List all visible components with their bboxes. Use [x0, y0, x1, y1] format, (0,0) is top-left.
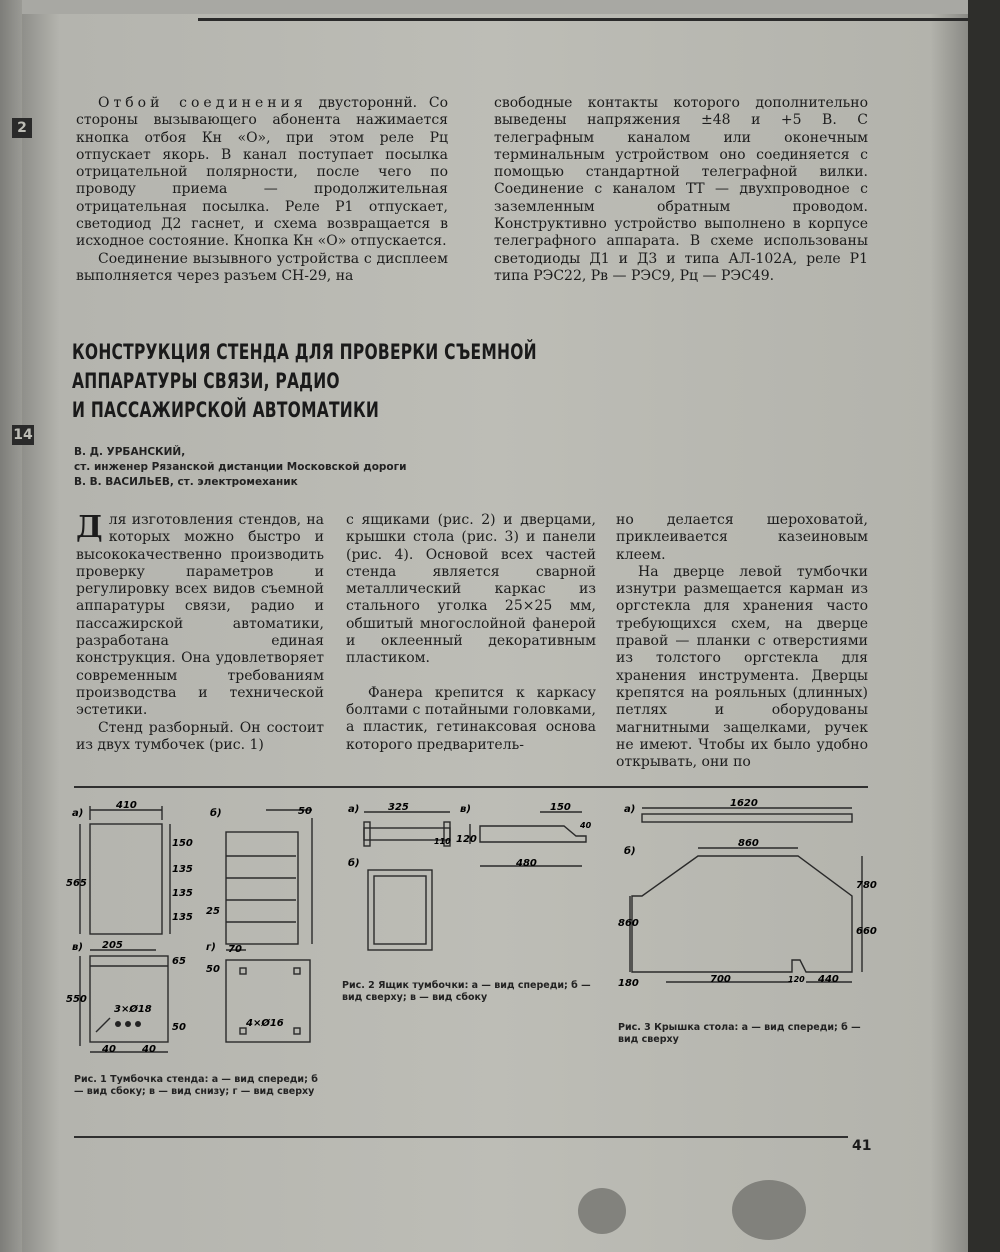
fig2-dim: 120 — [456, 834, 477, 845]
page-right-edge — [968, 0, 1000, 1252]
fig1-label-a: а) — [72, 808, 84, 819]
fig2-label-v: в) — [460, 804, 471, 815]
fig3-dim: 700 — [710, 974, 731, 985]
footer-rule — [74, 1136, 848, 1138]
stain — [732, 1180, 806, 1240]
body-column-1 — [76, 512, 324, 754]
fig1-dim: 40 — [142, 1044, 156, 1055]
paragraph: Соединение вызывного устройства с дисплеем выполняется через разъем СН-29, на — [76, 250, 448, 284]
fig2-dim: 40 — [580, 821, 592, 830]
fig1-dim: 65 — [172, 956, 186, 967]
title-line: И ПАССАЖИРСКОЙ АВТОМАТИКИ — [72, 398, 380, 422]
fig1-dim: 4×Ø16 — [246, 1018, 284, 1029]
margin-tab-14: 14 — [13, 427, 33, 443]
fig1-dim: 135 — [172, 912, 193, 923]
fig3-dim: 860 — [618, 918, 639, 929]
fig3-dim: 180 — [618, 978, 639, 989]
author-position: ст. инженер Рязанской дистанции Московской дороги — [74, 461, 407, 473]
title-line: КОНСТРУКЦИЯ СТЕНДА ДЛЯ ПРОВЕРКИ СЪЕМНОЙ — [72, 340, 537, 364]
fig1-label-b: б) — [210, 808, 222, 819]
fig1-dim: 70 — [228, 944, 242, 955]
fig2-dim: 325 — [388, 802, 409, 813]
fig3-dim: 860 — [738, 838, 759, 849]
fig3-dim: 780 — [856, 880, 877, 891]
author-name: В. Д. УРБАНСКИЙ, — [74, 446, 186, 458]
figures-top-rule — [74, 786, 868, 788]
drop-cap: Д — [76, 510, 103, 545]
fig2-caption: Рис. 2 Ящик тумбочки: а — вид спереди; б — вид сверху; в — вид сбоку — [342, 980, 591, 1003]
fig3-dim: 660 — [856, 926, 877, 937]
fig2-dim: 110 — [434, 837, 451, 846]
paragraph: двустороннй. Со стороны вызывающего абонента нажимается кнопка отбоя Кн «О», при этом реле Рц отпускает якорь. В канал поступает посылка отрицательной полярности, после чего по проводу приема — продолжительная отрицательная посылка. Реле Р1 отпускает, светодиод Д2 гаснет, и схема возвращается в исходное состояние. Кнопка Кн «О» отпускается. — [76, 95, 449, 250]
fig3-label-a: а) — [624, 804, 636, 815]
title-line: АППАРАТУРЫ СВЯЗИ, РАДИО — [72, 369, 340, 393]
fig1-label-g: г) — [206, 942, 216, 953]
paragraph: Стенд разборный. Он состоит из двух тумбочек (рис. 1) — [76, 719, 324, 753]
lead-phrase: Отбой соединения — [98, 95, 307, 111]
fig2-dim: 150 — [550, 802, 571, 813]
fig1-dim: 50 — [206, 964, 220, 975]
fig1-caption: Рис. 1 Тумбочка стенда: а — вид спереди; б — вид сбоку; в — вид снизу; г — вид сверху — [74, 1074, 318, 1097]
paragraph: свободные контакты которого дополнительно выведены напряжения ±48 и +5 В. С телеграфным каналом или оконечным терминальным устройством оно соединяется с помощью стандартной телеграфной вилки. Соединение с каналом ТТ — двухпроводное с заземленным обратным проводом. Конструктивно устройство выполнено в корпусе телеграфного аппарата. В схеме использованы светодиоды Д1 и Д3 и типа АЛ-102А, реле Р1 типа РЭС22, Рв — РЭС9, Рц — РЭС49. — [494, 95, 868, 284]
fig2-label-b: б) — [348, 858, 360, 869]
fig1-dim: 50 — [172, 1022, 186, 1033]
body-column-3 — [616, 512, 868, 771]
fig3-caption: Рис. 3 Крышка стола: а — вид спереди; б — вид сверху — [618, 1022, 861, 1045]
fig2-dim: 480 — [516, 858, 537, 869]
header-rule — [198, 18, 968, 21]
fig3-label-b: б) — [624, 846, 636, 857]
article-title — [72, 338, 537, 425]
continued-text-left — [76, 95, 448, 285]
fig3-dim: 440 — [818, 974, 839, 985]
paragraph: с ящиками (рис. 2) и дверцами, крышки стола (рис. 3) и панели (рис. 4). Основой всех частей стенда является сварной металлический каркас из стального уголка 25×25 мм, обшитый многослойной фанерой и оклеенный декоративным пластиком. — [346, 512, 596, 667]
fig1-dim: 205 — [102, 940, 123, 951]
fig1-label-v: в) — [72, 942, 83, 953]
fig1-dim: 135 — [172, 864, 193, 875]
paragraph: На дверце левой тумбочки изнутри размещается карман из оргстекла для хранения часто требующихся схем, на дверце правой — планки с отверстиями из толстого оргстекла для хранения инструмента. Дверцы крепятся на рояльных (длинных) петлях и оборудованы магнитными защелками, ручек не имеют. Чтобы их было удобно открывать, они по — [616, 563, 868, 771]
fig1-dim: 135 — [172, 888, 193, 899]
authors-block — [74, 445, 407, 490]
fig1-dim: 3×Ø18 — [114, 1004, 152, 1015]
fig1-dim: 410 — [116, 800, 137, 811]
fig1-dim: 150 — [172, 838, 193, 849]
page-number: 41 — [852, 1138, 872, 1154]
paragraph: ля изготовления стендов, на которых можно быстро и высококачественно производить проверку параметров и регулировку всех видов съемной аппаратуры связи, радио и пассажирской автоматики, разработана единая конструкция. Она удовлетворяет современным требованиям производства и технической эстетики. — [76, 512, 324, 719]
fig1-dim: 50 — [298, 806, 312, 817]
fig2-label-a: а) — [348, 804, 360, 815]
author-name: В. В. ВАСИЛЬЕВ, ст. электромеханик — [74, 476, 298, 488]
fig1-dim: 25 — [206, 906, 220, 917]
paragraph: но делается шероховатой, приклеивается казеиновым клеем. — [616, 512, 868, 563]
margin-tab-2: 2 — [12, 118, 32, 138]
fig1-dim: 565 — [66, 878, 87, 889]
fig3-dim: 1620 — [730, 798, 758, 809]
fig1-dim: 550 — [66, 994, 87, 1005]
fig3-dim: 120 — [788, 975, 805, 984]
paragraph: Фанера крепится к каркасу болтами с потайными головками, а пластик, гетинаксовая основа которого предваритель- — [346, 684, 596, 753]
page-left-edge — [0, 0, 22, 1252]
continued-text-right — [494, 95, 868, 285]
body-column-2 — [346, 512, 596, 754]
fig1-dim: 40 — [102, 1044, 116, 1055]
stain — [578, 1188, 626, 1234]
